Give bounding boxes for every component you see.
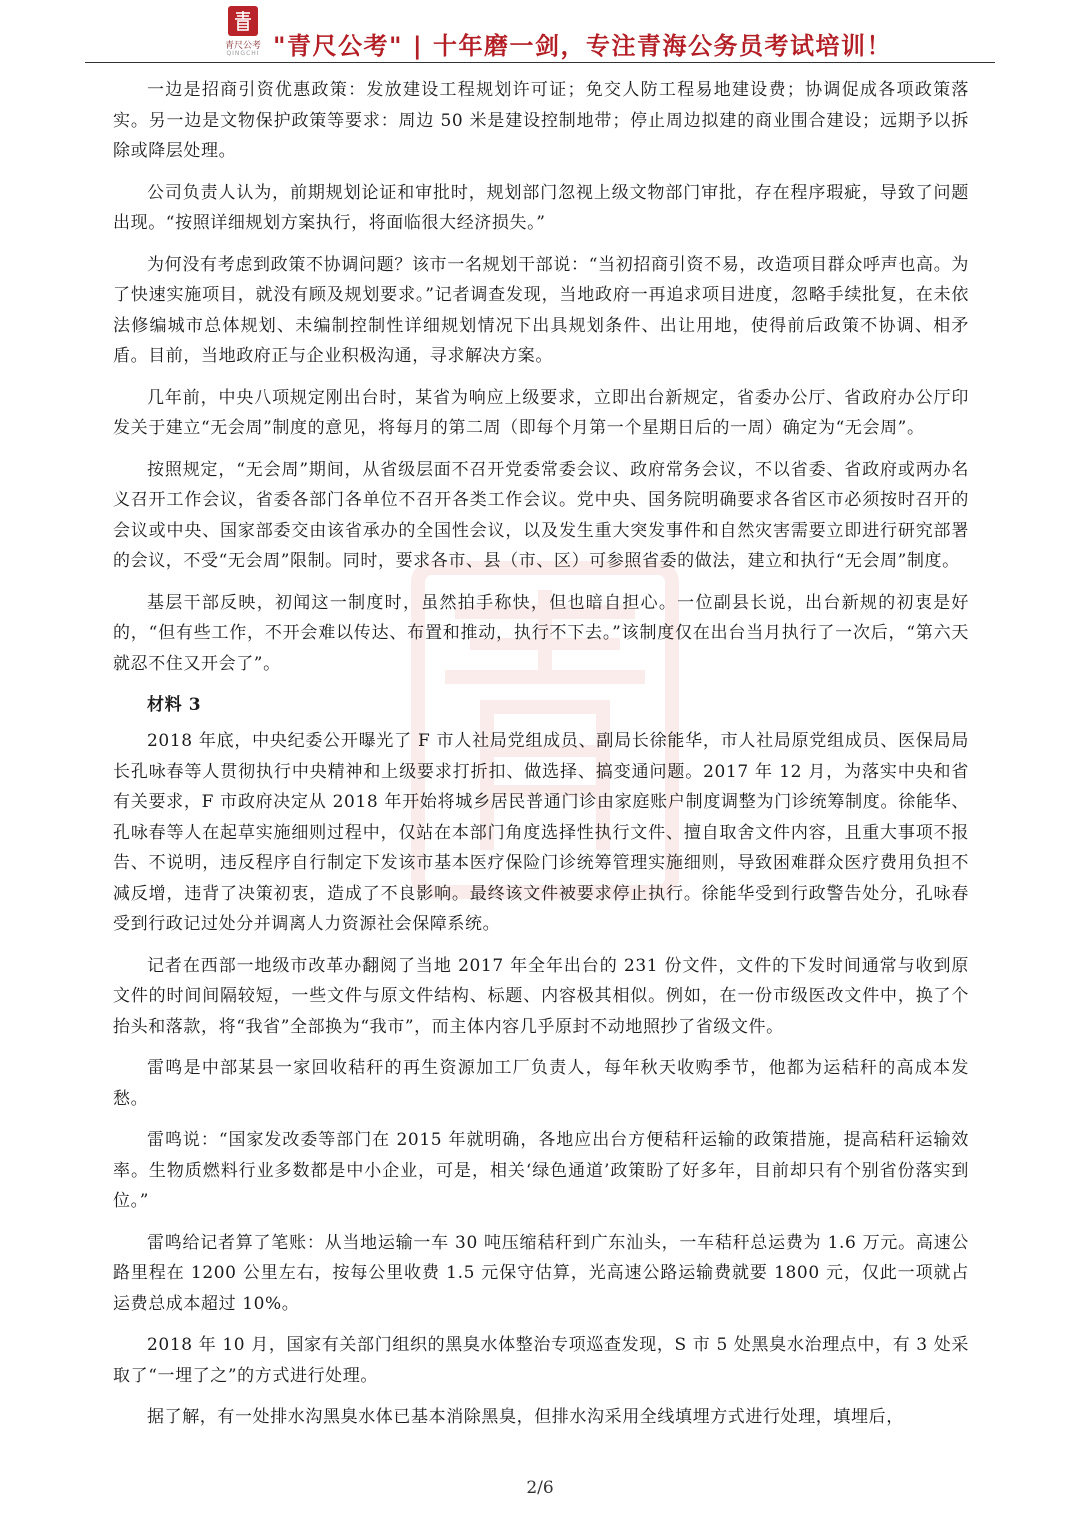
qing-character-icon — [232, 10, 254, 32]
paragraph: 据了解，有一处排水沟黑臭水体已基本消除黑臭，但排水沟采用全线填埋方式进行处理，填埋后， — [147, 1407, 904, 1427]
paragraph: 记者在西部一地级市改革办翻阅了当地 2017 年全年出台的 231 份文件，文件的下发时间通常与收到原文件的时间间隔较短，一些文件与原文件结构、标题、内容极其相似。例如，在一份市级医改文件中，换了个抬头和落款，将“我省”全部换为“我市”，而主体内容几乎原封不动地照抄了省级文件。 — [113, 955, 969, 1037]
logo-pinyin: QINGCHI — [226, 50, 260, 57]
document-body — [113, 75, 969, 1444]
paragraph: 按照规定，“无会周”期间，从省级层面不召开党委常委会议、政府常务会议，不以省委、省政府或两办名义召开工作会议，省委各部门各单位不召开各类工作会议。党中央、国务院明确要求各省区市必须按时召开的会议或中央、国家部委交由该省承办的全国性会议，以及发生重大突发事件和自然灾害需要立即进行研究部署的会议，不受“无会周”限制。同时，要求各市、县（市、区）可参照省委的做法，建立和执行“无会周”制度。 — [113, 459, 969, 571]
logo-name: 青尺公考 — [224, 41, 261, 51]
paragraph: 2018 年 10 月，国家有关部门组织的黑臭水体整治专项巡查发现，S 市 5 处黑臭水治理点中，有 3 处采取了“一埋了之”的方式进行处理。 — [113, 1335, 969, 1386]
page-header — [85, 0, 995, 63]
paragraph: 雷鸣给记者算了笔账：从当地运输一车 30 吨压缩秸秆到广东汕头，一车秸秆总运费为 1.6 万元。高速公路里程在 1200 公里左右，按每公里收费 1.5 元保守估算，光高速公路运输费就要 1800 元，仅此一项就占运费总成本超过 10%。 — [113, 1232, 969, 1314]
qingchi-logo-icon — [228, 6, 258, 36]
paragraph: 2018 年底，中央纪委公开曝光了 F 市人社局党组成员、副局长徐能华，市人社局原党组成员、医保局局长孔咏春等人贯彻执行中央精神和上级要求打折扣、做选择、搞变通问题。2017 年 12 月，为落实中央和省有关要求，F 市政府决定从 2018 年开始将城乡居民普通门诊由家庭账户制度调整为门诊统筹制度。徐能华、孔咏春等人在起草实施细则过程中，仅站在本部门角度选择性执行文件、擅自取舍文件内容，且重大事项不报告、不说明，违反程序自行制定下发该市基本医疗保险门诊统筹管理实施细则，导致困难群众医疗费用负担不减反增，违背了决策初衷，造成了不良影响。最终该文件被要求停止执行。徐能华受到行政警告处分，孔咏春受到行政记过处分并调离人力资源社会保障系统。 — [113, 731, 969, 934]
paragraph: 为何没有考虑到政策不协调问题？该市一名规划干部说：“当初招商引资不易，改造项目群众呼声也高。为了快速实施项目，就没有顾及规划要求。”记者调查发现，当地政府一再追求项目进度，忽略手续批复，在未依法修编城市总体规划、未编制控制性详细规划情况下出具规划条件、出让用地，使得前后政策不协调、相矛盾。目前，当地政府正与企业积极沟通，寻求解决方案。 — [113, 254, 969, 366]
paragraph: 雷鸣说：“国家发改委等部门在 2015 年就明确，各地应出台方便秸秆运输的政策措施，提高秸秆运输效率。生物质燃料行业多数都是中小企业，可是，相关‘绿色通道’政策盼了好多年，目前却只有个别省份落实到位。” — [113, 1130, 969, 1211]
paragraph: 公司负责人认为，前期规划论证和审批时，规划部门忽视上级文物部门审批，存在程序瑕疵，导致了问题出现。“按照详细规划方案执行，将面临很大经济损失。” — [113, 182, 969, 233]
header-slogan: "青尺公考" | 十年磨一剑，专注青海公务员考试培训！ — [273, 32, 892, 60]
paragraph: 基层干部反映，初闻这一制度时，虽然拍手称快，但也暗自担心。一位副县长说，出台新规的初衷是好的，“但有些工作，不开会难以传达、布置和推动，执行不下去。”该制度仅在出台当月执行了一次后，“第六天就忍不住又开会了”。 — [113, 592, 969, 674]
section-heading: 材料 3 — [147, 695, 202, 715]
paragraph: 雷鸣是中部某县一家回收秸秆的再生资源加工厂负责人，每年秋天收购季节，他都为运秸秆的高成本发愁。 — [113, 1058, 969, 1109]
paragraph: 几年前，中央八项规定刚出台时，某省为响应上级要求，立即出台新规定，省委办公厅、省政府办公厅印发关于建立“无会周”制度的意见，将每月的第二周（即每个月第一个星期日后的一周）确定为“无会周”。 — [113, 387, 969, 438]
page-number: 2/6 — [526, 1478, 554, 1498]
paragraph: 一边是招商引资优惠政策：发放建设工程规划许可证；免交人防工程易地建设费；协调促成各项政策落实。另一边是文物保护政策等要求：周边 50 米是建设控制地带；停止周边拟建的商业围合建设；远期予以拆除或降层处理。 — [113, 80, 969, 161]
